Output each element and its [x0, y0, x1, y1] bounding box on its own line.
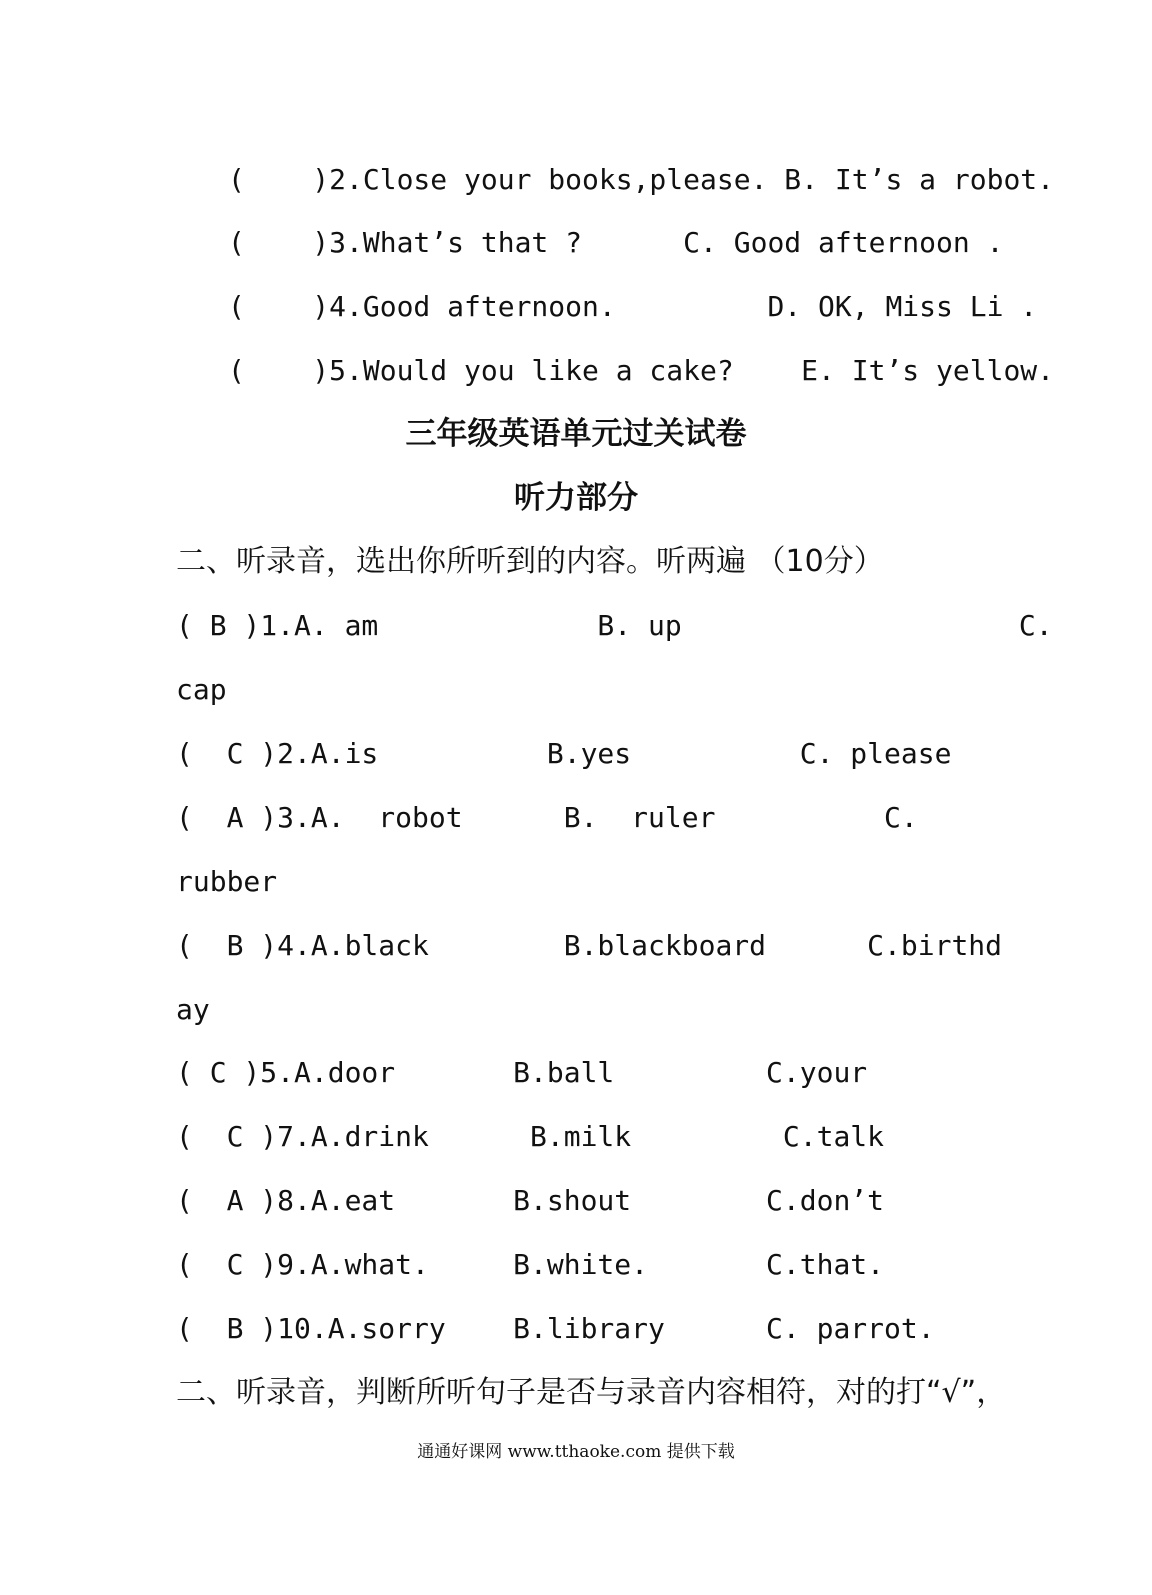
matching-item-5: ( )5.Would you like a cake? E. It’s yellow. [228, 354, 1055, 387]
listening-line: ( B )1.A. am B. up C. [176, 609, 1053, 642]
section-subtitle: 听力部分 [514, 480, 638, 516]
listening-line: rubber [176, 865, 278, 898]
page-footer: 通通好课网 www.tthaoke.com 提供下载 [417, 1442, 735, 1462]
listening-line: ( A )3.A. robot B. ruler C. [176, 801, 918, 834]
listening-line: ( C )5.A.door B.ball C.your [176, 1056, 868, 1089]
exam-title: 三年级英语单元过关试卷 [405, 416, 747, 452]
listening-line: ( C )7.A.drink B.milk C.talk [176, 1120, 885, 1153]
listening-line: cap [176, 673, 227, 706]
listening-line: ( A )8.A.eat B.shout C.don’t [176, 1184, 885, 1217]
listening-line: ( B )10.A.sorry B.library C. parrot. [176, 1312, 935, 1345]
listening-line: ( C )9.A.what. B.white. C.that. [176, 1248, 885, 1281]
section2-heading: 二、听录音，判断所听句子是否与录音内容相符，对的打“√”， [176, 1375, 1007, 1410]
listening-line: ( B )4.A.black B.blackboard C.birthd [176, 929, 1003, 962]
listening-line: ( C )2.A.is B.yes C. please [176, 737, 952, 770]
matching-item-2: ( )2.Close your books,please. B. It’s a robot. [228, 163, 1055, 196]
matching-item-3: ( )3.What’s that ? C. Good afternoon . [228, 226, 1004, 259]
listening-line: ay [176, 993, 210, 1026]
matching-item-4: ( )4.Good afternoon. D. OK, Miss Li . [228, 290, 1038, 323]
section1-heading: 二、听录音，选出你所听到的内容。听两遍 （10分） [176, 544, 884, 579]
